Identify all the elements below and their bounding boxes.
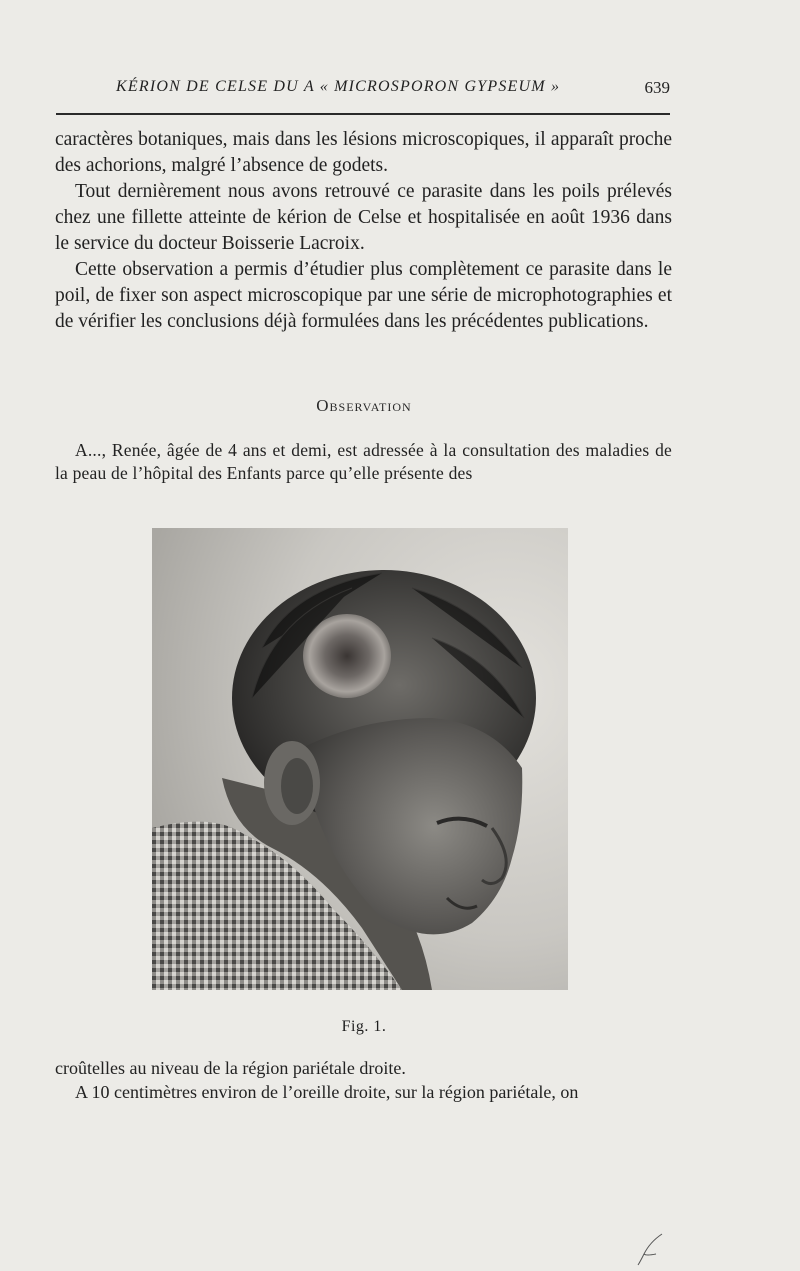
paragraph: A..., Renée, âgée de 4 ans et demi, est adressée à la consultation des maladies de la peau de l’hôpital des Enfants parce qu’elle présente des bbox=[55, 440, 672, 483]
figure-caption: Fig. 1. bbox=[341, 1018, 387, 1035]
text-block-top bbox=[55, 127, 672, 335]
running-title: KÉRION DE CELSE DU A « MICROSPORON GYPSEUM » bbox=[116, 78, 561, 95]
page-number: 639 bbox=[644, 78, 670, 97]
figure-photograph bbox=[152, 528, 568, 990]
section-title: Observation bbox=[316, 396, 412, 415]
pencil-mark bbox=[636, 1232, 666, 1266]
child-portrait-photo bbox=[152, 528, 568, 990]
paragraph: caractères botaniques, mais dans les lésions microscopiques, il apparaît proche des achorions, malgré l’absence de godets. bbox=[55, 129, 672, 176]
paragraph: Tout dernièrement nous avons retrouvé ce parasite dans les poils prélevés chez une fillette atteinte de kérion de Celse et hospitalisée en août 1936 dans le service du docteur Boisserie Lacroix. bbox=[55, 181, 672, 254]
paragraph: A 10 centimètres environ de l’oreille droite, sur la région pariétale, on bbox=[75, 1082, 579, 1102]
text-block-observation bbox=[55, 439, 672, 485]
paragraph: croûtelles au niveau de la région pariétale droite. bbox=[55, 1058, 406, 1078]
paragraph: Cette observation a permis d’étudier plus complètement ce parasite dans le poil, de fixer son aspect microscopique par une série de microphotographies et de vérifier les conclusions déjà formulées dans les précédentes publications. bbox=[55, 259, 672, 332]
header-rule bbox=[56, 113, 670, 115]
text-block-bottom bbox=[55, 1056, 672, 1104]
running-head bbox=[56, 76, 670, 100]
